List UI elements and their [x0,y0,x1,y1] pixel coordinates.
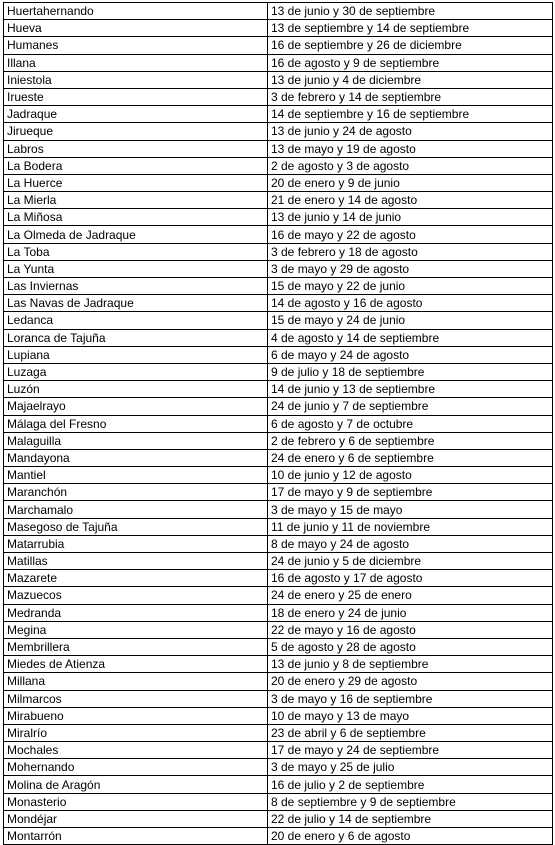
table-row [4,467,553,484]
holiday-dates-cell: 8 de mayo y 24 de agosto [268,535,553,552]
table-row [4,398,553,415]
holiday-dates-cell: 4 de agosto y 14 de septiembre [268,329,553,346]
table-row [4,20,553,37]
municipality-cell: Luzón [4,381,268,398]
holiday-dates-cell: 2 de agosto y 3 de agosto [268,157,553,174]
holiday-dates-cell: 14 de agosto y 16 de agosto [268,295,553,312]
holiday-dates-cell: 24 de junio y 5 de diciembre [268,553,553,570]
municipality-cell: Masegoso de Tajuña [4,518,268,535]
holiday-dates-cell: 6 de agosto y 7 de octubre [268,415,553,432]
municipality-cell: Mochales [4,742,268,759]
table-row [4,724,553,741]
table-row [4,295,553,312]
table-row [4,88,553,105]
holiday-dates-cell: 24 de enero y 25 de enero [268,587,553,604]
table-row [4,106,553,123]
table-row [4,604,553,621]
holiday-dates-cell: 3 de febrero y 14 de septiembre [268,88,553,105]
municipality-cell: Majaelrayo [4,398,268,415]
municipality-cell: Hueva [4,20,268,37]
table-row [4,415,553,432]
table-row [4,329,553,346]
municipality-cell: Miralrío [4,724,268,741]
municipality-cell: Miedes de Atienza [4,656,268,673]
municipality-cell: Milmarcos [4,690,268,707]
municipality-cell: Jadraque [4,106,268,123]
holiday-dates-cell: 2 de febrero y 6 de septiembre [268,432,553,449]
holiday-dates-cell: 18 de enero y 24 de junio [268,604,553,621]
table-row [4,587,553,604]
holiday-dates-cell: 11 de junio y 11 de noviembre [268,518,553,535]
holiday-dates-cell: 3 de mayo y 15 de mayo [268,501,553,518]
municipality-cell: Matillas [4,553,268,570]
municipality-cell: Marchamalo [4,501,268,518]
holiday-dates-cell: 20 de enero y 29 de agosto [268,673,553,690]
table-row [4,192,553,209]
holiday-dates-cell: 13 de junio y 24 de agosto [268,123,553,140]
municipality-cell: Medranda [4,604,268,621]
holiday-dates-cell: 3 de mayo y 16 de septiembre [268,690,553,707]
table-row [4,535,553,552]
municipality-cell: Luzaga [4,363,268,380]
municipality-cell: Loranca de Tajuña [4,329,268,346]
holiday-dates-cell: 13 de junio y 30 de septiembre [268,3,553,20]
table-row [4,501,553,518]
holiday-dates-cell: 21 de enero y 14 de agosto [268,192,553,209]
holiday-dates-cell: 3 de mayo y 25 de julio [268,759,553,776]
municipality-cell: Jirueque [4,123,268,140]
municipality-cell: Huertahernando [4,3,268,20]
holiday-dates-cell: 22 de julio y 14 de septiembre [268,810,553,827]
table-row [4,37,553,54]
municipality-cell: Maranchón [4,484,268,501]
table-row [4,209,553,226]
municipality-cell: Labros [4,140,268,157]
holiday-dates-cell: 9 de julio y 18 de septiembre [268,363,553,380]
table-row [4,312,553,329]
holiday-dates-cell: 14 de junio y 13 de septiembre [268,381,553,398]
municipality-cell: Lupiana [4,346,268,363]
municipality-cell: Monasterio [4,793,268,810]
municipality-cell: Mantiel [4,467,268,484]
municipality-cell: Las Inviernas [4,278,268,295]
municipality-cell: Illana [4,54,268,71]
holiday-dates-cell: 24 de enero y 6 de septiembre [268,449,553,466]
table-row [4,638,553,655]
holiday-dates-cell: 13 de septiembre y 14 de septiembre [268,20,553,37]
table-row [4,621,553,638]
table-row [4,123,553,140]
holiday-dates-cell: 16 de septiembre y 26 de diciembre [268,37,553,54]
municipality-cell: Mandayona [4,449,268,466]
table-row [4,243,553,260]
holiday-dates-cell: 14 de septiembre y 16 de septiembre [268,106,553,123]
table-row [4,707,553,724]
table-row [4,71,553,88]
table-row [4,484,553,501]
holiday-dates-cell: 13 de junio y 14 de junio [268,209,553,226]
holiday-dates-cell: 13 de junio y 8 de septiembre [268,656,553,673]
municipality-cell: La Huerce [4,174,268,191]
municipality-cell: La Yunta [4,260,268,277]
holiday-dates-cell: 16 de agosto y 17 de agosto [268,570,553,587]
table-row [4,673,553,690]
holiday-dates-cell: 17 de mayo y 24 de septiembre [268,742,553,759]
municipality-cell: Montarrón [4,828,268,845]
municipality-cell: Ledanca [4,312,268,329]
holiday-dates-cell: 16 de mayo y 22 de agosto [268,226,553,243]
holiday-dates-cell: 16 de agosto y 9 de septiembre [268,54,553,71]
table-row [4,260,553,277]
municipality-cell: La Miñosa [4,209,268,226]
table-row [4,346,553,363]
table-row [4,656,553,673]
municipality-cell: La Mierla [4,192,268,209]
holiday-dates-cell: 13 de junio y 4 de diciembre [268,71,553,88]
municipality-cell: Mazarete [4,570,268,587]
table-row [4,381,553,398]
table-row [4,140,553,157]
municipality-cell: Las Navas de Jadraque [4,295,268,312]
holidays-table [3,2,553,845]
holiday-dates-cell: 15 de mayo y 22 de junio [268,278,553,295]
holiday-dates-cell: 15 de mayo y 24 de junio [268,312,553,329]
table-row [4,553,553,570]
holidays-table-body [4,3,553,845]
municipality-cell: Membrillera [4,638,268,655]
table-row [4,226,553,243]
municipality-cell: Irueste [4,88,268,105]
holiday-dates-cell: 22 de mayo y 16 de agosto [268,621,553,638]
holiday-dates-cell: 5 de agosto y 28 de agosto [268,638,553,655]
municipality-cell: Mirabueno [4,707,268,724]
municipality-cell: La Bodera [4,157,268,174]
table-row [4,793,553,810]
municipality-cell: La Toba [4,243,268,260]
holiday-dates-cell: 3 de febrero y 18 de agosto [268,243,553,260]
municipality-cell: Molina de Aragón [4,776,268,793]
table-row [4,54,553,71]
municipality-cell: Humanes [4,37,268,54]
holiday-dates-cell: 20 de enero y 6 de agosto [268,828,553,845]
holiday-dates-cell: 16 de julio y 2 de septiembre [268,776,553,793]
municipality-cell: Mohernando [4,759,268,776]
table-row [4,742,553,759]
table-row [4,570,553,587]
municipality-cell: Matarrubia [4,535,268,552]
municipality-cell: Mazuecos [4,587,268,604]
municipality-cell: Megina [4,621,268,638]
municipality-cell: La Olmeda de Jadraque [4,226,268,243]
holiday-dates-cell: 23 de abril y 6 de septiembre [268,724,553,741]
table-row [4,759,553,776]
holiday-dates-cell: 20 de enero y 9 de junio [268,174,553,191]
holiday-dates-cell: 24 de junio y 7 de septiembre [268,398,553,415]
table-row [4,278,553,295]
holiday-dates-cell: 10 de junio y 12 de agosto [268,467,553,484]
table-row [4,776,553,793]
table-row [4,3,553,20]
holiday-dates-cell: 8 de septiembre y 9 de septiembre [268,793,553,810]
table-row [4,810,553,827]
holiday-dates-cell: 6 de mayo y 24 de agosto [268,346,553,363]
holiday-dates-cell: 3 de mayo y 29 de agosto [268,260,553,277]
municipality-cell: Iniestola [4,71,268,88]
table-row [4,518,553,535]
table-row [4,363,553,380]
table-row [4,157,553,174]
municipality-cell: Malaguilla [4,432,268,449]
table-row [4,828,553,845]
municipality-cell: Millana [4,673,268,690]
holiday-dates-cell: 13 de mayo y 19 de agosto [268,140,553,157]
municipality-cell: Mondéjar [4,810,268,827]
municipality-cell: Málaga del Fresno [4,415,268,432]
holiday-dates-cell: 17 de mayo y 9 de septiembre [268,484,553,501]
table-row [4,174,553,191]
table-row [4,449,553,466]
table-row [4,690,553,707]
table-row [4,432,553,449]
holiday-dates-cell: 10 de mayo y 13 de mayo [268,707,553,724]
